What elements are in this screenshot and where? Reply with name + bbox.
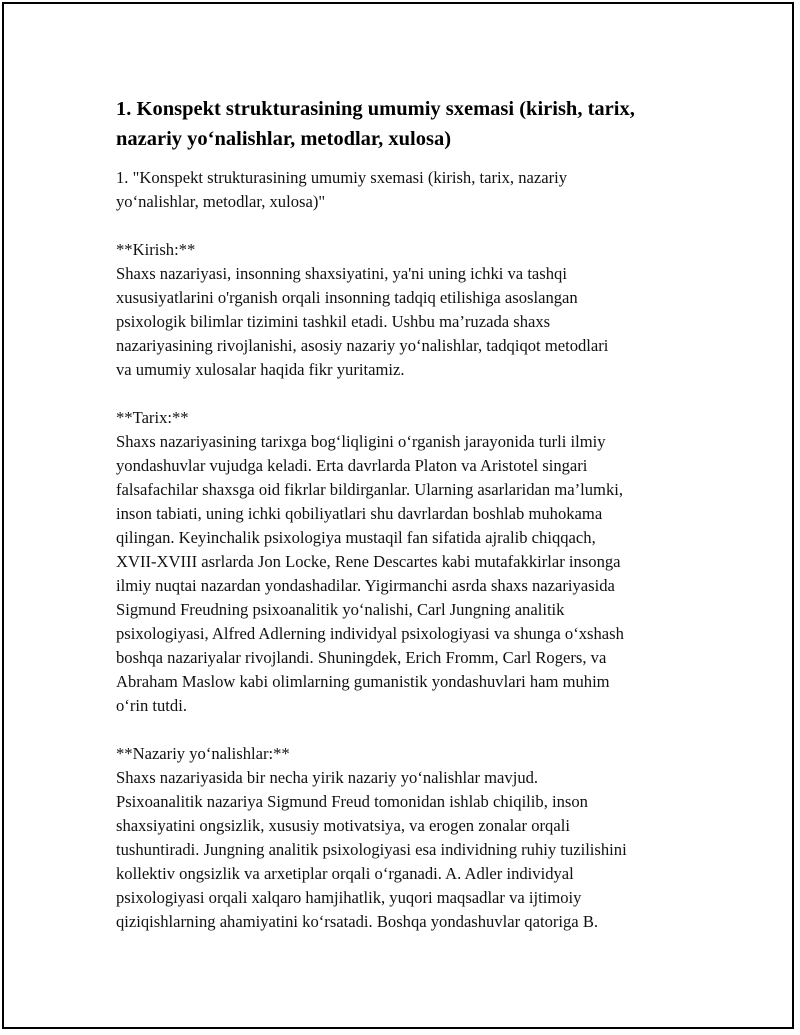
document-heading xyxy=(116,94,696,154)
body-line: falsafachilar shaxsga oid fikrlar bildirganlar. Ularning asarlaridan ma’lumki, xyxy=(116,480,624,499)
section-kirish xyxy=(116,238,696,382)
body-line: Shaxs nazariyasining tarixga bog‘liqligini o‘rganish jarayonida turli ilmiy xyxy=(116,432,606,451)
intro-paragraph xyxy=(116,166,696,214)
body-line: Abraham Maslow kabi olimlarning gumanistik yondashuvlari ham muhim xyxy=(116,672,610,691)
body-line: tushuntiradi. Jungning analitik psixologiyasi esa individning ruhiy tuzilishini xyxy=(116,840,627,859)
heading-line: 1. Konspekt strukturasining umumiy sxemasi (kirish, tarix, xyxy=(116,98,635,120)
body-line: Sigmund Freudning psixoanalitik yo‘nalishi, Carl Jungning analitik xyxy=(116,600,565,619)
section-nazariy-yonalishlar xyxy=(116,742,696,934)
body-line: ilmiy nuqtai nazardan yondashadilar. Yigirmanchi asrda shaxs nazariyasida xyxy=(116,576,615,595)
body-line: psixologiyasi, Alfred Adlerning individyal psixologiyasi va shunga o‘xshash xyxy=(116,624,624,643)
body-line: xususiyatlarini o'rganish orqali insonning tadqiq etilishiga asoslangan xyxy=(116,288,578,307)
section-title: **Kirish:** xyxy=(116,240,196,259)
body-line: psixologik bilimlar tizimini tashkil etadi. Ushbu ma’ruzada shaxs xyxy=(116,312,551,331)
heading-line: nazariy yo‘nalishlar, metodlar, xulosa) xyxy=(116,128,452,150)
body-line: shaxsiyatini ongsizlik, xususiy motivatsiya, va erogen zonalar orqali xyxy=(116,816,570,835)
body-line: psixologiyasi orqali xalqaro hamjihatlik, yuqori maqsadlar va ijtimoiy xyxy=(116,888,582,907)
body-line: qilingan. Keyinchalik psixologiya mustaqil fan sifatida ajralib chiqqach, xyxy=(116,528,596,547)
body-line: kollektiv ongsizlik va arxetiplar orqali o‘rganadi. A. Adler individyal xyxy=(116,864,574,883)
body-line: Shaxs nazariyasi, insonning shaxsiyatini, ya'ni uning ichki va tashqi xyxy=(116,264,567,283)
body-line: XVII-XVIII asrlarda Jon Locke, Rene Descartes kabi mutafakkirlar insonga xyxy=(116,552,621,571)
section-tarix xyxy=(116,406,696,718)
body-line: Shaxs nazariyasida bir necha yirik nazariy yo‘nalishlar mavjud. xyxy=(116,768,539,787)
body-line: yondashuvlar vujudga keladi. Erta davrlarda Platon va Aristotel singari xyxy=(116,456,588,475)
intro-line: 1. "Konspekt strukturasining umumiy sxemasi (kirish, tarix, nazariy xyxy=(116,168,568,187)
body-line: inson tabiati, uning ichki qobiliyatlari shu davrlardan boshlab muhokama xyxy=(116,504,603,523)
section-title: **Tarix:** xyxy=(116,408,189,427)
body-line: qiziqishlarning ahamiyatini ko‘rsatadi. Boshqa yondashuvlar qatoriga B. xyxy=(116,912,599,931)
body-line: boshqa nazariyalar rivojlandi. Shuningdek, Erich Fromm, Carl Rogers, va xyxy=(116,648,607,667)
document-body xyxy=(116,94,696,958)
body-line: nazariyasining rivojlanishi, asosiy nazariy yo‘nalishlar, tadqiqot metodlari xyxy=(116,336,609,355)
intro-line: yo‘nalishlar, metodlar, xulosa)" xyxy=(116,192,326,211)
section-title: **Nazariy yo‘nalishlar:** xyxy=(116,744,290,763)
body-line: va umumiy xulosalar haqida fikr yuritamiz. xyxy=(116,360,405,379)
body-line: Psixoanalitik nazariya Sigmund Freud tomonidan ishlab chiqilib, inson xyxy=(116,792,588,811)
body-line: o‘rin tutdi. xyxy=(116,696,187,715)
